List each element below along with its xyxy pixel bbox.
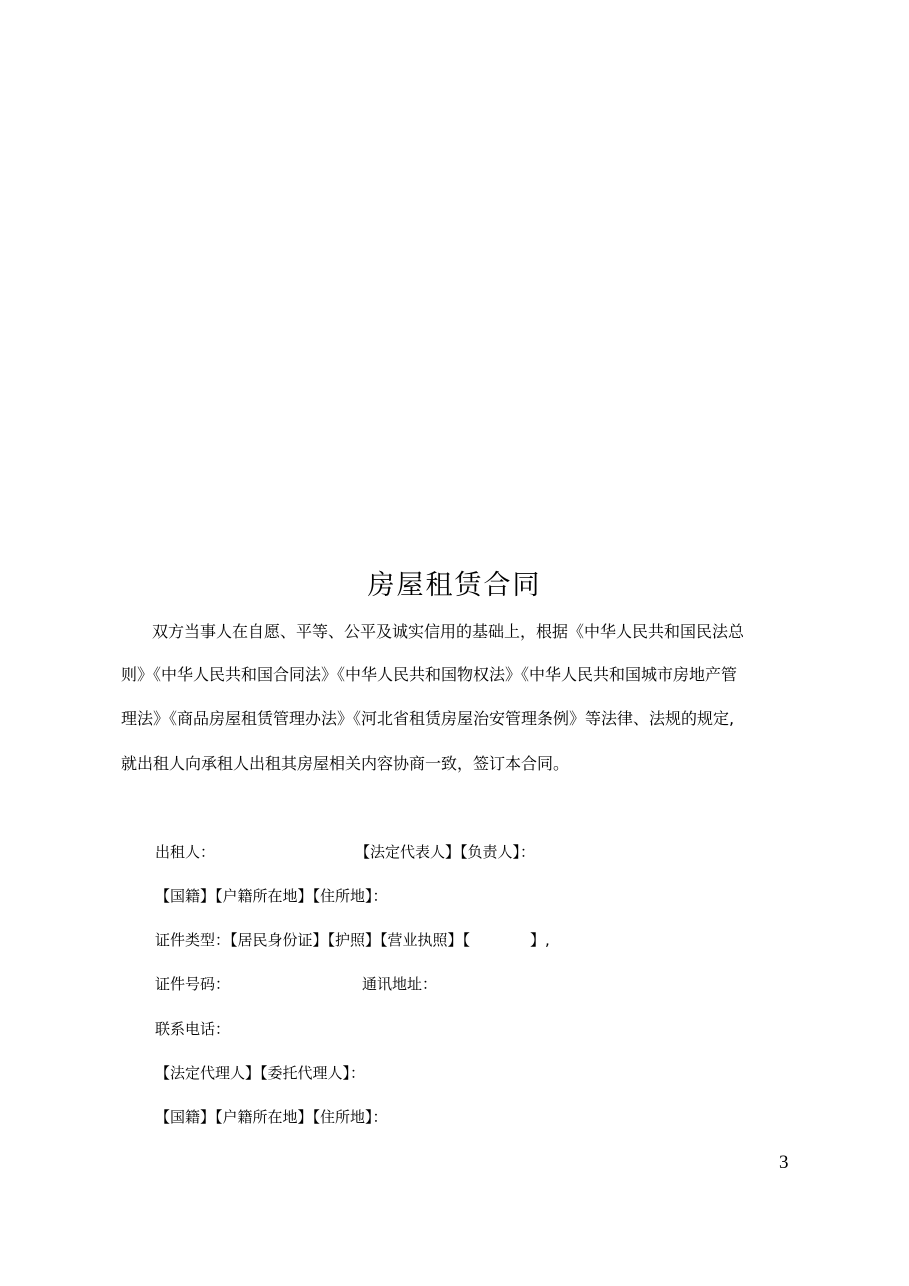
address-label: 通讯地址：: [362, 975, 438, 993]
phone-label: 联系电话：: [155, 1020, 231, 1038]
lessor-label: 出租人：: [155, 843, 216, 861]
contract-title: 房屋租赁合同: [367, 570, 542, 601]
intro-line-3: 理法》《商品房屋租赁管理办法》《河北省租赁房屋治安管理条例》等法律、法规的规定,: [121, 709, 735, 728]
intro-line-4: 就出租人向承租人出租其房屋相关内容协商一致，签订本合同。: [121, 754, 570, 773]
nationality-line-agent: 【国籍】【户籍所在地】【住所地】：: [155, 1108, 388, 1126]
intro-line-2: 则》《中华人民共和国合同法》《中华人民共和国物权法》《中华人民共和国城市房地产管: [121, 665, 738, 684]
legal-representative-label: 【法定代表人】【负责人】：: [355, 843, 536, 861]
intro-line-1: 双方当事人在自愿、平等、公平及诚实信用的基础上，根据《中华人民共和国民法总: [152, 622, 745, 641]
nationality-line-lessor: 【国籍】【户籍所在地】【住所地】：: [155, 887, 388, 905]
agent-label: 【法定代理人】【委托代理人】：: [155, 1064, 366, 1082]
page-number: 3: [779, 1152, 789, 1173]
id-type-label: 证件类型：【居民身份证】【护照】【营业执照】【 】,: [155, 931, 550, 949]
id-number-label: 证件号码：: [155, 975, 231, 993]
